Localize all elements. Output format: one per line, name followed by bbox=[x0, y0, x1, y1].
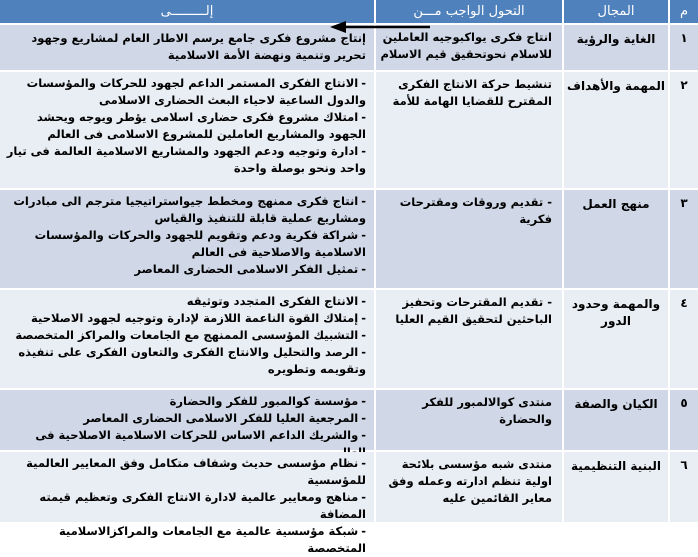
row-shift-from: انتاج فكرى يواكبوجيه العاملين للاسلام نحوتحقيق قيم الاسلام bbox=[374, 25, 562, 72]
row-field: البنية التنظيمية bbox=[562, 452, 668, 524]
list-item: -شبكة مؤسسية عالمية مع الجامعات والمراكزالاسلامية المتخصصة bbox=[58, 524, 366, 555]
header-field: المجال bbox=[562, 0, 668, 25]
table-row bbox=[0, 390, 698, 452]
row-shift-to-text: إنتاج مشروع فكرى جامع يرسم الاطار العام لمشاريع وجهود تحرير وتنمية ونهضة الأمة الاسلامية bbox=[31, 31, 366, 62]
row-shift-from: - تقديم وروقات ومقترحات فكرية bbox=[374, 190, 562, 290]
header-num: م bbox=[668, 0, 698, 25]
row-shift-to-list bbox=[4, 293, 366, 378]
table-row bbox=[0, 452, 698, 555]
list-item: -نظام مؤسسى حديث وشفاف متكامل وفق المعايير العالمية للمؤسسية bbox=[26, 456, 366, 487]
row-shift-to bbox=[0, 290, 374, 390]
row-shift-to bbox=[0, 390, 374, 452]
row-num: ١ bbox=[668, 25, 698, 72]
row-num: ٣ bbox=[668, 190, 698, 290]
row-shift-from: منتدى شبه مؤسسى بلائحة اولية تنظم ادارته وعمله وفق معاير القائمين عليه bbox=[374, 452, 562, 524]
arrow-left-icon bbox=[330, 21, 430, 33]
row-shift-to bbox=[0, 72, 374, 190]
row-field: والمهمة وحدود الدور bbox=[562, 290, 668, 390]
row-shift-to-list bbox=[4, 75, 366, 177]
header-shift-to: إلـــــــــى bbox=[0, 0, 374, 25]
row-num: ٥ bbox=[668, 390, 698, 452]
list-item: -امتلاك مشروع فكرى حضارى اسلامى يؤطر ويوجه ويحشد الجهود والمشاريع العاملين للمشروع الاسلامى فى العالم bbox=[36, 110, 366, 141]
row-field: الكيان والصفة bbox=[562, 390, 668, 452]
row-shift-to-list bbox=[4, 455, 366, 557]
row-num: ٦ bbox=[668, 452, 698, 524]
row-shift-to bbox=[0, 190, 374, 290]
row-field: المهمة والأهداف bbox=[562, 72, 668, 190]
row-shift-to bbox=[0, 452, 374, 555]
list-item: -ادارة وتوجيه ودعم الجهود والمشاريع الاسلامية العالمة فى تيار واحد ونحو بوصلة واحدة bbox=[6, 144, 366, 175]
table-row bbox=[0, 72, 698, 190]
row-shift-from: - تقديم المقترحات وتحفيز الباحثين لتحقيق القيم العليا bbox=[374, 290, 562, 390]
list-item: -تمثيل الفكر الاسلامى الحضارى المعاصر bbox=[134, 262, 366, 276]
row-shift-to bbox=[0, 25, 374, 72]
row-field: منهج العمل bbox=[562, 190, 668, 290]
table-row bbox=[0, 190, 698, 290]
list-item: -المرجعية العليا للفكر الاسلامى الحضارى المعاصر bbox=[83, 411, 366, 425]
list-item: -إمتلاك القوة الناعمة اللازمة لإدارة وتوجيه لجهود الاصلاحية bbox=[31, 311, 366, 325]
row-shift-to-list bbox=[4, 393, 366, 461]
list-item: -الانتاج الفكرى المتجدد وتوثيقه bbox=[186, 294, 366, 308]
list-item: -مؤسسة كوالمبور للفكر والحضارة bbox=[169, 394, 366, 408]
row-shift-to-list bbox=[4, 193, 366, 278]
list-item: -شراكة فكرية ودعم وتقويم للجهود والحركات والمؤسسات الاسلامية والاصلاحية فى العالم bbox=[34, 228, 366, 259]
row-num: ٤ bbox=[668, 290, 698, 390]
row-num: ٢ bbox=[668, 72, 698, 190]
row-shift-from: منتدى كوالالمبور للفكر والحضارة bbox=[374, 390, 562, 452]
list-item: -الرصد والتحليل والانتاج الفكرى والتعاون الفكرى على تنفيذه وتقويمه وتطويره bbox=[18, 345, 366, 376]
row-shift-from: تنشيط حركة الانتاج الفكرى المقترح للقضايا الهامة للأمة bbox=[374, 72, 562, 190]
list-item: -مناهج ومعايير عالمية لادارة الانتاج الفكرى وتعظيم قيمته المضافة bbox=[39, 490, 366, 521]
list-item: -التشبيك المؤسسى الممنهج مع الجامعات والمراكز المتخصصة bbox=[15, 328, 366, 342]
header-shift-from: التحول الواجب مـــن bbox=[374, 0, 562, 25]
list-item: -انتاج فكرى ممنهج ومخطط جيواستراتيجيا مترجم الى مبادرات ومشاريع عملية قابلة للتنفيذ والقياس bbox=[13, 194, 366, 225]
list-item: -الانتاج الفكرى المستمر الداعم لجهود للحركات والمؤسسات والدول الساعية لاحياء البعث الحضارى الاسلامى bbox=[26, 76, 366, 107]
row-field: الغاية والرؤية bbox=[562, 25, 668, 72]
table-row bbox=[0, 290, 698, 390]
list-item: -والشريك الداعم الاساس للحركات الاسلامية الاصلاحية فى bbox=[35, 428, 366, 442]
